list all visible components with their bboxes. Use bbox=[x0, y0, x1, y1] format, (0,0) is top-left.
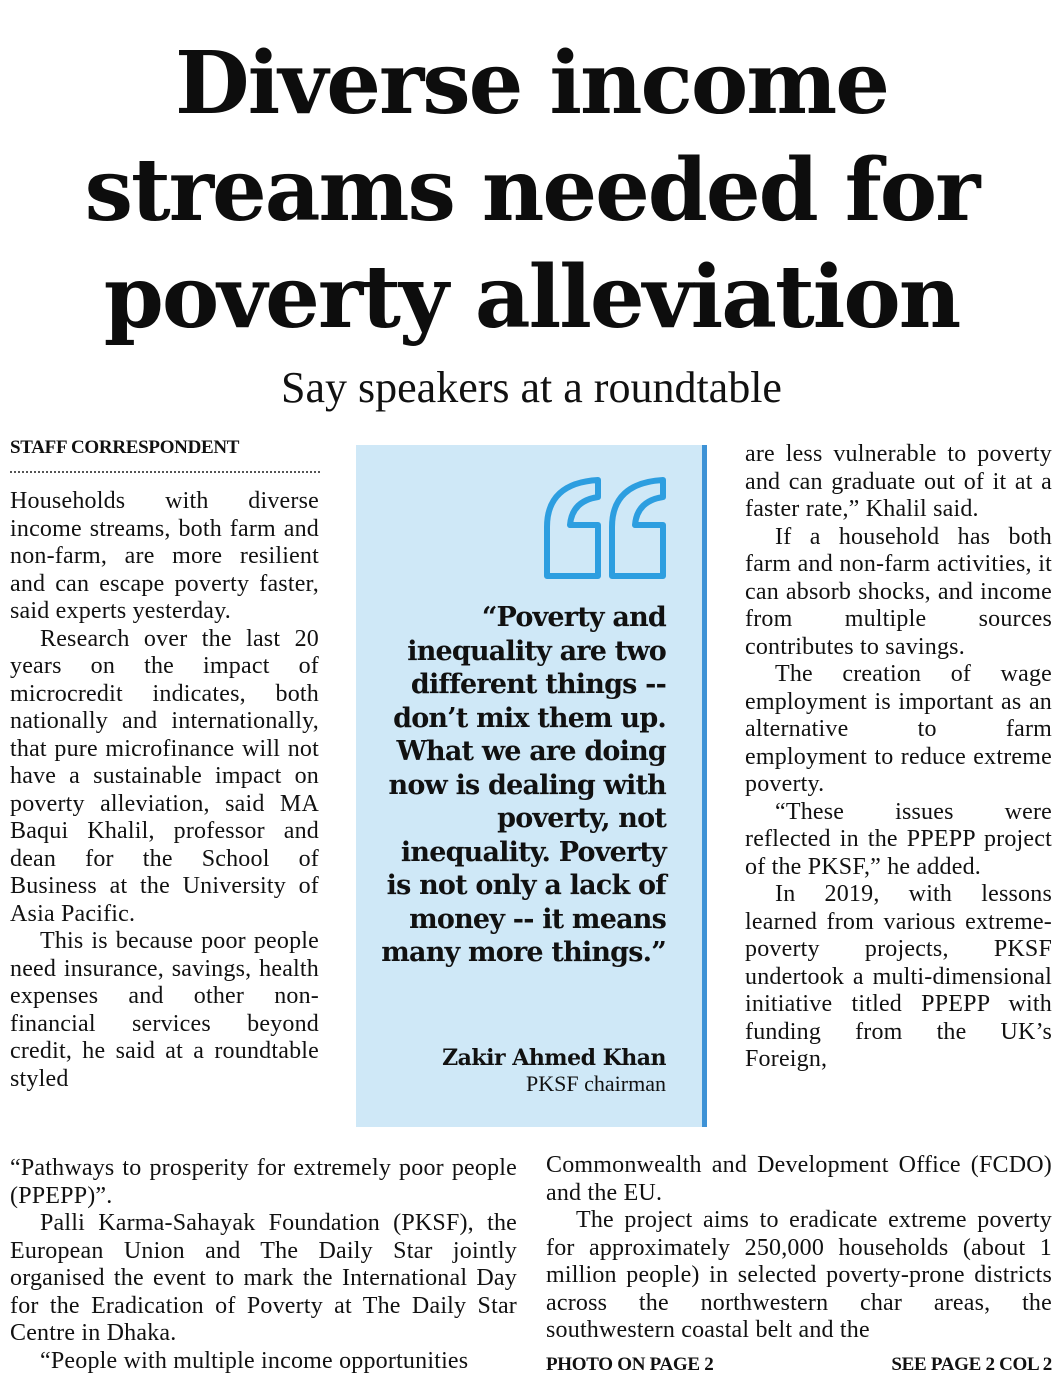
paragraph: “Pathways to prosperity for extremely poor people (PPEPP)”. bbox=[10, 1155, 517, 1209]
column-left-lower bbox=[10, 1155, 517, 1375]
paragraph: Households with diverse income streams, both farm and non-farm, are more resilient and can escape poverty faster, said experts yesterday. bbox=[10, 488, 319, 624]
photo-reference: PHOTO ON PAGE 2 bbox=[546, 1354, 714, 1375]
headline bbox=[0, 30, 1063, 351]
paragraph: If a household has both farm and non-farm activities, it can absorb shocks, and income from multiple sources contributes to savings. bbox=[745, 523, 1052, 660]
paragraph: Research over the last 20 years on the impact of microcredit indicates, both nationally and internationally, that pure microfinance will not have a sustainable impact on poverty alleviation, said MA Baqui Khalil, professor and dean for the School of Business at the University of Asia Pacific. bbox=[10, 625, 319, 927]
byline-divider bbox=[10, 471, 320, 473]
paragraph: Commonwealth and Development Office (FCDO) and the EU. bbox=[546, 1152, 1052, 1206]
paragraph: The project aims to eradicate extreme poverty for approximately 250,000 households (about 1 million people) in selected poverty-prone districts across the northwestern char areas, the southwestern coastal belt and the bbox=[546, 1207, 1052, 1343]
paragraph: Palli Karma-Sahayak Foundation (PKSF), the European Union and The Daily Star jointly organised the event to mark the International Day for the Eradication of Poverty at The Daily Star Centre in Dhaka. bbox=[10, 1210, 517, 1346]
paragraph: “These issues were reflected in the PPEPP project of the PKSF,” he added. bbox=[745, 798, 1052, 880]
headline-line-3: poverty alleviation bbox=[103, 247, 960, 348]
paragraph: The creation of wage employment is important as an alternative to farm employment to reduce extreme poverty. bbox=[745, 661, 1052, 797]
paragraph: are less vulnerable to poverty and can graduate out of it at a faster rate,” Khalil said. bbox=[745, 441, 1052, 522]
quote-mark-icon bbox=[542, 475, 668, 581]
subheadline: Say speakers at a roundtable bbox=[281, 363, 782, 412]
pull-quote-text: “Poverty and inequality are two different things -- don’t mix them up. What we are doing now is dealing with poverty, not inequality. Poverty is not only a lack of money -- it means many more things.” bbox=[381, 602, 666, 968]
pull-quote-role: PKSF chairman bbox=[526, 1071, 666, 1096]
pull-quote-name: Zakir Ahmed Khan bbox=[442, 1045, 666, 1071]
column-right-lower bbox=[546, 1152, 1052, 1345]
column-1 bbox=[10, 488, 319, 1093]
column-3 bbox=[745, 441, 1052, 1074]
byline: STAFF CORRESPONDENT bbox=[10, 437, 240, 458]
headline-line-2: streams needed for bbox=[84, 140, 979, 241]
pull-quote-box bbox=[356, 445, 707, 1127]
paragraph: This is because poor people need insurance, savings, health expenses and other non-financial services beyond credit, he said at a roundtable styled bbox=[10, 928, 319, 1092]
continuation-reference: SEE PAGE 2 COL 2 bbox=[891, 1354, 1052, 1375]
paragraph: In 2019, with lessons learned from various extreme-poverty projects, PKSF undertook a multi-dimensional initiative titled PPEPP with funding from the UK’s Foreign, bbox=[745, 881, 1052, 1072]
paragraph: “People with multiple income opportunities bbox=[40, 1347, 469, 1374]
headline-line-1: Diverse income bbox=[175, 33, 888, 134]
